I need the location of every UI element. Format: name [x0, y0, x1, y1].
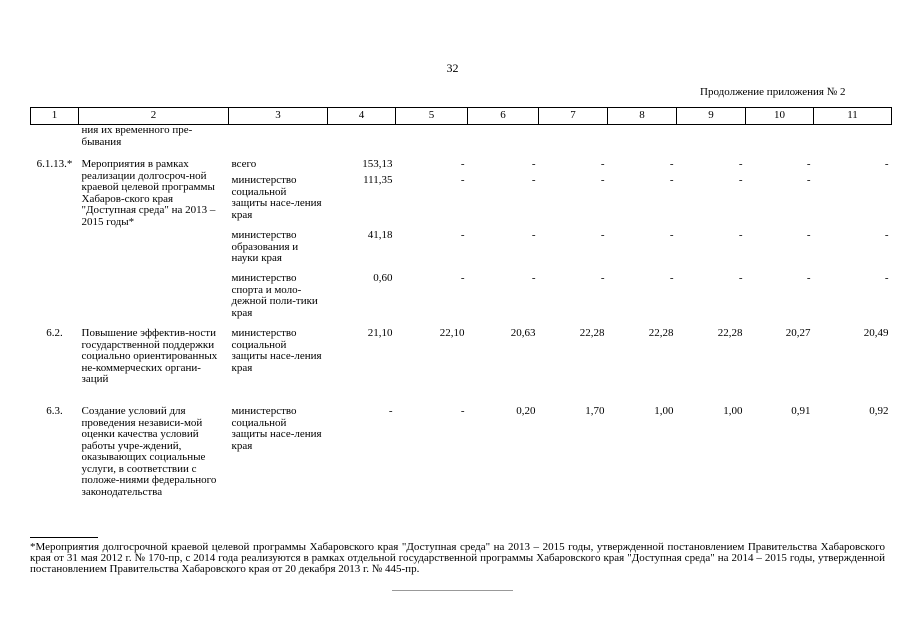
value-cell: 21,10: [367, 327, 393, 339]
value-cell: -: [460, 174, 465, 186]
value-cell: 1,70: [585, 405, 605, 417]
value-cell: -: [600, 174, 605, 186]
header-row: [31, 108, 892, 125]
value-cell: 153,13: [362, 158, 393, 170]
table-row: [31, 125, 892, 160]
value-cell: -: [531, 174, 536, 186]
value-cell: -: [806, 272, 811, 284]
value-cell: -: [806, 174, 811, 186]
column-header: 11: [814, 108, 892, 125]
value-cell: -: [669, 158, 674, 170]
organization: министерство социальной защиты насе-ления края: [231, 174, 322, 221]
column-header: 2: [79, 108, 229, 125]
value-cell: -: [531, 229, 536, 241]
page-number: 32: [446, 61, 459, 75]
value-cell: 111,35: [363, 174, 393, 186]
value-cell: 20,27: [785, 327, 811, 339]
value-cell: -: [600, 158, 605, 170]
value-cell: -: [738, 158, 743, 170]
page-bottom-divider: [392, 590, 513, 591]
value-cell: -: [884, 272, 889, 284]
footnote: *Мероприятия долгосрочной краевой целевой программы Хабаровского края "Доступная среда" на 2013 – 2015 годы, утвержденной постановлением Правительства Хабаровского края от 31 мая 2012 г. № 170-пр, с 2014 года реализуются в рамках отдельной государственной программы Хабаровского края "Доступная среда" на 2014 – 2015 годы, утвержденной постановлением Правительства Хабаровского края от 20 декабря 2013 г. № 445-пр.: [30, 541, 885, 575]
organization: министерство социальной защиты насе-ления края: [231, 405, 322, 452]
value-cell: 1,00: [654, 405, 674, 417]
value-cell: -: [531, 272, 536, 284]
value-cell: -: [738, 272, 743, 284]
value-cell: 41,18: [367, 229, 393, 241]
row-number: 6.3.: [46, 405, 63, 417]
column-header: 1: [31, 108, 79, 125]
value-cell: -: [460, 229, 465, 241]
value-cell: -: [669, 174, 674, 186]
column-header: 4: [328, 108, 396, 125]
organization: министерство образования и науки края: [231, 229, 299, 264]
column-header: 3: [229, 108, 328, 125]
value-cell: 0,91: [791, 405, 811, 417]
organization: министерство спорта и моло-дежной поли-тики края: [231, 272, 318, 319]
value-cell: -: [884, 158, 889, 170]
column-header: 6: [468, 108, 539, 125]
measure-title: ния их временного пре-бывания: [81, 124, 193, 148]
value-cell: -: [738, 229, 743, 241]
value-cell: -: [531, 158, 536, 170]
column-header: 10: [746, 108, 814, 125]
value-cell: 22,28: [579, 327, 605, 339]
column-header: 7: [539, 108, 608, 125]
value-cell: -: [669, 272, 674, 284]
value-cell: -: [669, 229, 674, 241]
value-cell: [814, 175, 892, 230]
value-cell: 1,00: [723, 405, 743, 417]
budget-table: [30, 107, 892, 516]
value-cell: 22,28: [717, 327, 743, 339]
value-cell: -: [600, 272, 605, 284]
value-cell: 0,20: [516, 405, 536, 417]
value-cell: -: [806, 229, 811, 241]
value-cell: -: [806, 158, 811, 170]
value-cell: -: [884, 229, 889, 241]
column-header: 8: [608, 108, 677, 125]
value-cell: -: [460, 405, 465, 417]
row-number: 6.1.13.*: [36, 158, 73, 170]
value-cell: 20,63: [510, 327, 536, 339]
measure-title: Мероприятия в рамках реализации долгосроч-ной краевой целевой программы Хабаров-ского края "Доступная среда" на 2013 – 2015 годы*: [81, 158, 216, 228]
measure-title: Повышение эффектив-ности государственной поддержки социально ориентированных не-коммерческих органи-заций: [81, 327, 218, 385]
value-cell: 0,92: [869, 405, 889, 417]
table-row: [31, 328, 892, 406]
value-cell: -: [460, 158, 465, 170]
column-header: 5: [396, 108, 468, 125]
measure-title: Создание условий для проведения независи-мой оценки качества условий работы учре-ждений, оказывающих социальные услуги, в соответствии с положе-ниями федерального законодательства: [81, 405, 217, 498]
footnote-divider: [30, 537, 98, 538]
value-cell: 22,28: [648, 327, 674, 339]
value-cell: -: [388, 405, 393, 417]
value-cell: 22,10: [439, 327, 465, 339]
organization: всего: [231, 158, 257, 170]
column-header: 9: [677, 108, 746, 125]
table-row: [31, 159, 892, 175]
value-cell: -: [738, 174, 743, 186]
value-cell: -: [460, 272, 465, 284]
value-cell: 20,49: [863, 327, 889, 339]
value-cell: 0,60: [373, 272, 393, 284]
continuation-label: Продолжение приложения № 2: [700, 86, 846, 98]
value-cell: -: [600, 229, 605, 241]
organization: министерство социальной защиты насе-ления края: [231, 327, 322, 374]
table-row: [31, 406, 892, 516]
row-number: 6.2.: [46, 327, 63, 339]
